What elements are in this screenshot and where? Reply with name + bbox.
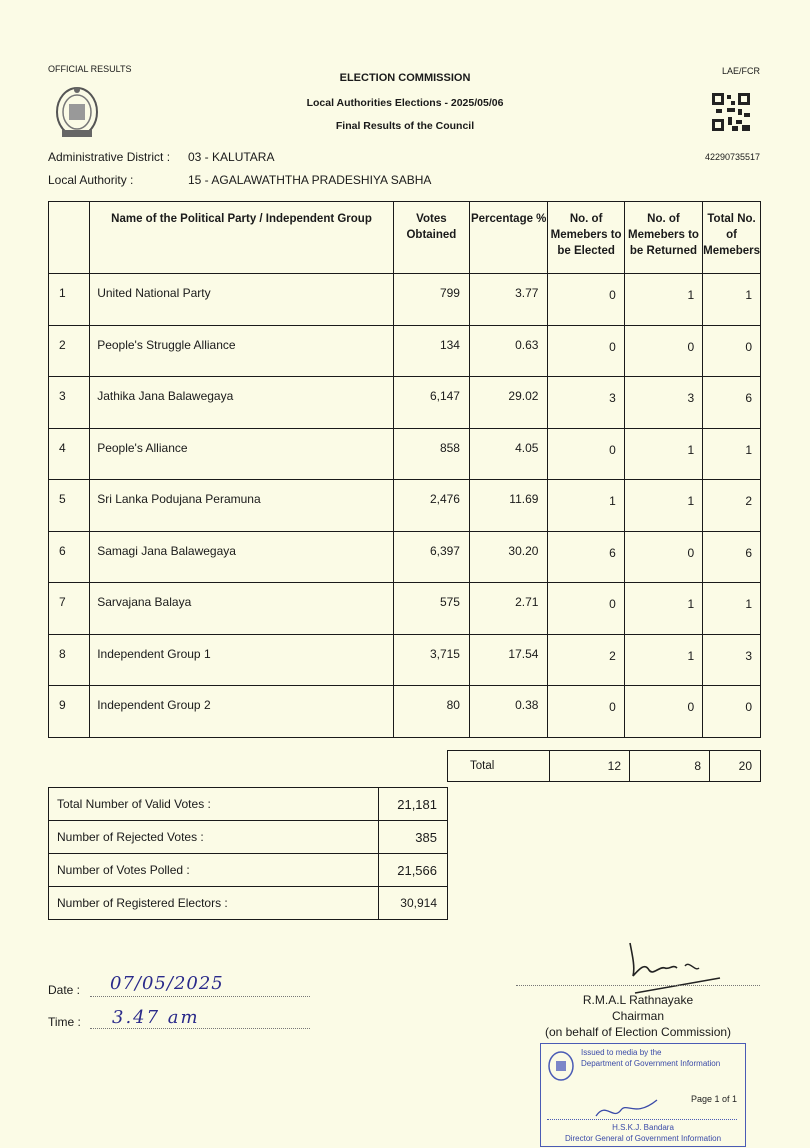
signatory-behalf: (on behalf of Election Commission) <box>544 1025 732 1039</box>
members-total: 1 <box>703 583 761 635</box>
col-party-name: Name of the Political Party / Independent Group <box>90 202 394 274</box>
percentage: 29.02 <box>469 377 547 429</box>
summary-table <box>48 787 448 920</box>
table-row <box>49 531 761 583</box>
summary-row <box>49 854 448 887</box>
table-row <box>49 428 761 480</box>
members-total: 1 <box>703 428 761 480</box>
col-votes: Votes Obtained <box>393 202 469 274</box>
members-total: 1 <box>703 274 761 326</box>
members-elected: 3 <box>548 377 624 429</box>
table-row <box>49 377 761 429</box>
members-total: 6 <box>703 531 761 583</box>
date-line <box>90 996 310 997</box>
signatory-name: R.M.A.L Rathnayake <box>582 993 694 1007</box>
government-information-stamp <box>540 1043 746 1147</box>
percentage: 3.77 <box>469 274 547 326</box>
members-elected: 0 <box>548 274 624 326</box>
totals-table <box>447 750 761 782</box>
members-returned: 0 <box>624 531 702 583</box>
table-row <box>49 634 761 686</box>
summary-label: Number of Votes Polled : <box>49 854 379 887</box>
col-no <box>49 202 90 274</box>
row-number: 9 <box>49 686 90 738</box>
official-results-label: OFFICIAL RESULTS <box>48 64 132 74</box>
time-label: Time : <box>48 1015 81 1029</box>
serial-number: 42290735517 <box>704 152 760 162</box>
members-elected: 1 <box>548 480 624 532</box>
col-returned: No. of Memebers to be Returned <box>624 202 702 274</box>
row-number: 6 <box>49 531 90 583</box>
votes-obtained: 799 <box>393 274 469 326</box>
members-returned: 1 <box>624 583 702 635</box>
table-row <box>49 325 761 377</box>
summary-value: 21,181 <box>379 788 448 821</box>
members-returned: 0 <box>624 325 702 377</box>
votes-obtained: 2,476 <box>393 480 469 532</box>
votes-obtained: 858 <box>393 428 469 480</box>
percentage: 0.38 <box>469 686 547 738</box>
party-name: Sri Lanka Podujana Peramuna <box>90 480 394 532</box>
members-total: 0 <box>703 686 761 738</box>
table-row <box>49 583 761 635</box>
votes-obtained: 6,147 <box>393 377 469 429</box>
stamp-officer: H.S.K.J. Bandara <box>612 1123 674 1132</box>
table-row <box>49 480 761 532</box>
party-name: Sarvajana Balaya <box>90 583 394 635</box>
members-returned: 0 <box>624 686 702 738</box>
votes-obtained: 6,397 <box>393 531 469 583</box>
table-header-row <box>49 202 761 274</box>
members-total: 3 <box>703 634 761 686</box>
summary-value: 385 <box>379 821 448 854</box>
summary-row <box>49 821 448 854</box>
stamp-emblem-icon <box>547 1050 575 1082</box>
percentage: 30.20 <box>469 531 547 583</box>
totals-total: 20 <box>710 751 761 782</box>
votes-obtained: 575 <box>393 583 469 635</box>
members-elected: 0 <box>548 325 624 377</box>
members-total: 2 <box>703 480 761 532</box>
percentage: 4.05 <box>469 428 547 480</box>
row-number: 3 <box>49 377 90 429</box>
col-percentage: Percentage % <box>469 202 547 274</box>
authority-label: Local Authority : <box>48 173 134 187</box>
party-name: Samagi Jana Balawegaya <box>90 531 394 583</box>
stamp-officer-title: Director General of Government Information <box>564 1134 722 1143</box>
percentage: 0.63 <box>469 325 547 377</box>
party-name: United National Party <box>90 274 394 326</box>
form-code: LAE/FCR <box>721 66 760 76</box>
final-results-title: Final Results of the Council <box>335 120 475 132</box>
members-elected: 0 <box>548 583 624 635</box>
percentage: 2.71 <box>469 583 547 635</box>
totals-label: Total <box>448 751 550 782</box>
totals-returned: 8 <box>630 751 710 782</box>
summary-row <box>49 887 448 920</box>
totals-elected: 12 <box>550 751 630 782</box>
summary-label: Number of Rejected Votes : <box>49 821 379 854</box>
members-returned: 1 <box>624 480 702 532</box>
table-row <box>49 274 761 326</box>
commission-title: ELECTION COMMISSION <box>339 72 471 84</box>
summary-row <box>49 788 448 821</box>
members-returned: 3 <box>624 377 702 429</box>
district-label: Administrative District : <box>48 150 171 164</box>
table-row <box>49 686 761 738</box>
votes-obtained: 3,715 <box>393 634 469 686</box>
time-line <box>90 1028 310 1029</box>
district-value: 03 - KALUTARA <box>188 150 275 164</box>
totals-row <box>448 751 761 782</box>
row-number: 5 <box>49 480 90 532</box>
stamp-line-1: Issued to media by the <box>581 1048 662 1057</box>
percentage: 11.69 <box>469 480 547 532</box>
members-returned: 1 <box>624 428 702 480</box>
summary-label: Number of Registered Electors : <box>49 887 379 920</box>
members-returned: 1 <box>624 634 702 686</box>
col-elected: No. of Memebers to be Elected <box>548 202 624 274</box>
percentage: 17.54 <box>469 634 547 686</box>
signature-icon <box>615 938 725 998</box>
row-number: 7 <box>49 583 90 635</box>
members-total: 0 <box>703 325 761 377</box>
party-name: Independent Group 2 <box>90 686 394 738</box>
votes-obtained: 80 <box>393 686 469 738</box>
summary-label: Total Number of Valid Votes : <box>49 788 379 821</box>
summary-value: 30,914 <box>379 887 448 920</box>
party-name: People's Struggle Alliance <box>90 325 394 377</box>
signature-line <box>516 985 760 986</box>
state-emblem-icon <box>54 84 100 140</box>
stamp-dotline <box>547 1119 737 1120</box>
date-value: 07/05/2025 <box>110 973 224 994</box>
authority-value: 15 - AGALAWATHTHA PRADESHIYA SABHA <box>188 173 432 187</box>
members-returned: 1 <box>624 274 702 326</box>
members-elected: 2 <box>548 634 624 686</box>
party-name: Independent Group 1 <box>90 634 394 686</box>
col-total: Total No. of Memebers <box>703 202 761 274</box>
row-number: 8 <box>49 634 90 686</box>
members-elected: 0 <box>548 686 624 738</box>
row-number: 2 <box>49 325 90 377</box>
date-label: Date : <box>48 983 81 997</box>
results-table <box>48 201 761 738</box>
members-total: 6 <box>703 377 761 429</box>
page-indicator: Page 1 of 1 <box>691 1094 738 1104</box>
party-name: People's Alliance <box>90 428 394 480</box>
signatory-role: Chairman <box>611 1009 665 1023</box>
party-name: Jathika Jana Balawegaya <box>90 377 394 429</box>
row-number: 1 <box>49 274 90 326</box>
members-elected: 6 <box>548 531 624 583</box>
members-elected: 0 <box>548 428 624 480</box>
qr-code-icon <box>712 93 750 131</box>
time-value: 3.47 am <box>112 1007 200 1028</box>
votes-obtained: 134 <box>393 325 469 377</box>
row-number: 4 <box>49 428 90 480</box>
stamp-line-2: Department of Government Information <box>581 1059 721 1068</box>
election-title: Local Authorities Elections - 2025/05/06 <box>306 97 504 109</box>
summary-value: 21,566 <box>379 854 448 887</box>
